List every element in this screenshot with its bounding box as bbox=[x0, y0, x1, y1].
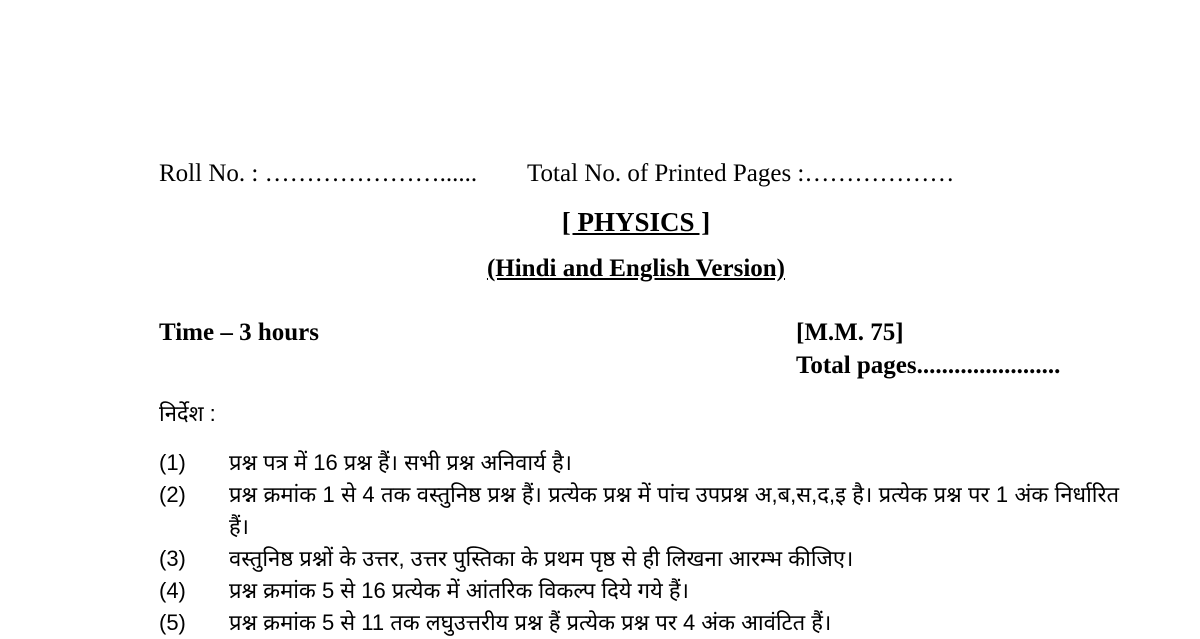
version-subtitle: (Hindi and English Version) bbox=[486, 255, 786, 282]
roll-number-field: Roll No. : …………………...... bbox=[159, 160, 478, 187]
instruction-list bbox=[159, 447, 1119, 639]
instruction-item bbox=[159, 447, 1119, 479]
instruction-text: प्रश्न क्रमांक 5 से 11 तक लघुउत्तरीय प्रश्न हैं प्रत्येक प्रश्न पर 4 अंक आवंटित हैं। bbox=[229, 610, 832, 635]
exam-time: Time – 3 hours bbox=[159, 319, 319, 346]
instruction-number: (3) bbox=[159, 546, 186, 571]
instructions-heading: निर्देश : bbox=[159, 401, 216, 426]
instruction-item bbox=[159, 575, 1119, 607]
instruction-item bbox=[159, 479, 1119, 543]
instruction-text: वस्तुनिष्ठ प्रश्नों के उत्तर, उत्तर पुस्तिका के प्रथम पृष्ठ से ही लिखना आरम्भ कीजिए। bbox=[229, 546, 854, 571]
max-marks: [M.M. 75] bbox=[796, 319, 904, 346]
instruction-number: (2) bbox=[159, 482, 186, 507]
instruction-item bbox=[159, 607, 1119, 639]
instruction-text: प्रश्न क्रमांक 5 से 16 प्रत्येक में आंतरिक विकल्प दिये गये हैं। bbox=[229, 578, 689, 603]
instruction-text: प्रश्न क्रमांक 1 से 4 तक वस्तुनिष्ठ प्रश्न हैं। प्रत्येक प्रश्न में पांच उपप्रश्न अ,ब,स,द,इ है। प्रत्येक प्रश्न पर 1 अंक निर्धारित हैं। bbox=[229, 482, 1119, 539]
instruction-item bbox=[159, 543, 1119, 575]
total-pages: Total pages....................... bbox=[796, 352, 1061, 379]
instruction-text: प्रश्न पत्र में 16 प्रश्न हैं। सभी प्रश्न अनिवार्य है। bbox=[229, 450, 572, 475]
instruction-number: (5) bbox=[159, 610, 186, 635]
subject-title: [ PHYSICS ] bbox=[561, 207, 711, 237]
printed-pages-field: Total No. of Printed Pages :……………… bbox=[527, 160, 955, 187]
instruction-number: (4) bbox=[159, 578, 186, 603]
instruction-number: (1) bbox=[159, 450, 186, 475]
